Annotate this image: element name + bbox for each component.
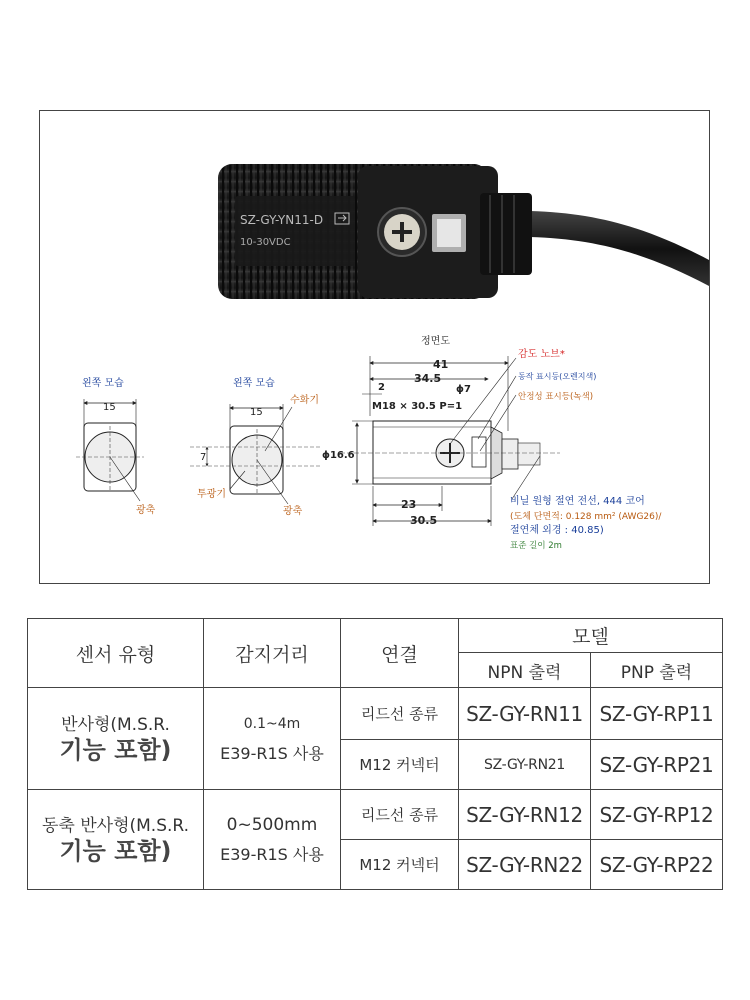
header-model: 모델 [459, 619, 723, 653]
row1-conn-a: 리드선 종류 [341, 688, 459, 740]
row2-pnp-b: SZ-GY-RP22 [591, 840, 723, 890]
row2-pnp-a: SZ-GY-RP12 [591, 790, 723, 840]
row1-conn-b: M12 커넥터 [341, 740, 459, 790]
row2-conn-b: M12 커넥터 [341, 840, 459, 890]
row2-npn-b: SZ-GY-RN22 [459, 840, 591, 890]
row1-type [28, 688, 204, 790]
row2-type-b: 기능 포함) [59, 836, 172, 865]
header-sensor-type: 센서 유형 [28, 619, 204, 688]
row1-range-b: E39-R1S 사용 [220, 743, 324, 763]
dim-30-5: 30.5 [410, 514, 438, 527]
sensor-cable [530, 211, 710, 287]
row1-pnp-b: SZ-GY-RP21 [591, 740, 723, 790]
product-diagram [40, 111, 710, 584]
row1-range [204, 688, 341, 790]
left-view-2-title: 왼쪽 모습 [233, 378, 275, 389]
operation-led-label: 동작 표시등(오렌지색) [518, 372, 597, 381]
dim-phi7: ϕ7 [456, 384, 471, 395]
stability-led-label: 안정성 표시등(녹색) [518, 392, 594, 402]
front-view-title: 정면도 [421, 336, 450, 347]
sensitivity-knob-label: 감도 노브* [518, 349, 565, 360]
row2-type-a: 동축 반사형(M.S.R. [41, 815, 190, 836]
thread-label: M18 × 30.5 P=1 [372, 401, 463, 412]
header-pnp: PNP 출력 [591, 653, 723, 688]
front-view [322, 334, 662, 551]
row2-range [204, 790, 341, 890]
cable-line-3: 절연체 외경 : 40.85) [510, 525, 604, 536]
dim-41: 41 [433, 358, 449, 371]
row1-range-a: 0.1~4m [243, 715, 301, 732]
sensor-voltage-label: 10-30VDC [240, 237, 291, 248]
dim-23: 23 [401, 498, 417, 511]
sensor-photo [218, 164, 710, 299]
cable-line-1: 비닐 원형 절연 전선, 444 코어 [510, 496, 645, 507]
left-view-1 [76, 376, 156, 516]
row1-type-a: 반사형(M.S.R. [61, 714, 170, 735]
product-figure [39, 110, 710, 584]
row2-conn-a: 리드선 종류 [341, 790, 459, 840]
row1-npn-b: SZ-GY-RN21 [459, 740, 591, 790]
row2-range-a: 0~500mm [226, 814, 318, 835]
dim-phi16-6: ϕ16.6 [322, 450, 355, 461]
table-row [28, 688, 723, 740]
dim-2: 2 [378, 382, 385, 393]
dim-7: 7 [200, 452, 207, 463]
emitter-label: 투광기 [197, 489, 226, 500]
dim-15-a: 15 [103, 402, 116, 413]
cable-line-4: 표준 길이 2m [510, 541, 562, 551]
left-view-1-title: 왼쪽 모습 [82, 378, 124, 389]
optical-axis-1: 광축 [136, 505, 156, 516]
cable-line-2: (도체 단면적: 0.128 mm² (AWG26)/ [510, 512, 662, 522]
left-view-2 [190, 376, 320, 517]
row1-npn-a: SZ-GY-RN11 [459, 688, 591, 740]
optical-axis-2: 광축 [283, 506, 303, 517]
header-distance: 감지거리 [204, 619, 341, 688]
header-npn: NPN 출력 [459, 653, 591, 688]
sensor-model-label: SZ-GY-YN11-D [240, 213, 324, 227]
dim-34-5: 34.5 [414, 372, 442, 385]
row2-type [28, 790, 204, 890]
dim-15-b: 15 [250, 407, 263, 418]
row2-range-b: E39-R1S 사용 [220, 844, 324, 864]
table-row [28, 790, 723, 840]
header-connection: 연결 [341, 619, 459, 688]
row1-pnp-a: SZ-GY-RP11 [591, 688, 723, 740]
spec-table [27, 618, 723, 890]
table-header-row-1 [28, 619, 723, 653]
row1-type-b: 기능 포함) [59, 735, 172, 764]
row2-npn-a: SZ-GY-RN12 [459, 790, 591, 840]
receiver-label: 수화기 [290, 395, 319, 406]
